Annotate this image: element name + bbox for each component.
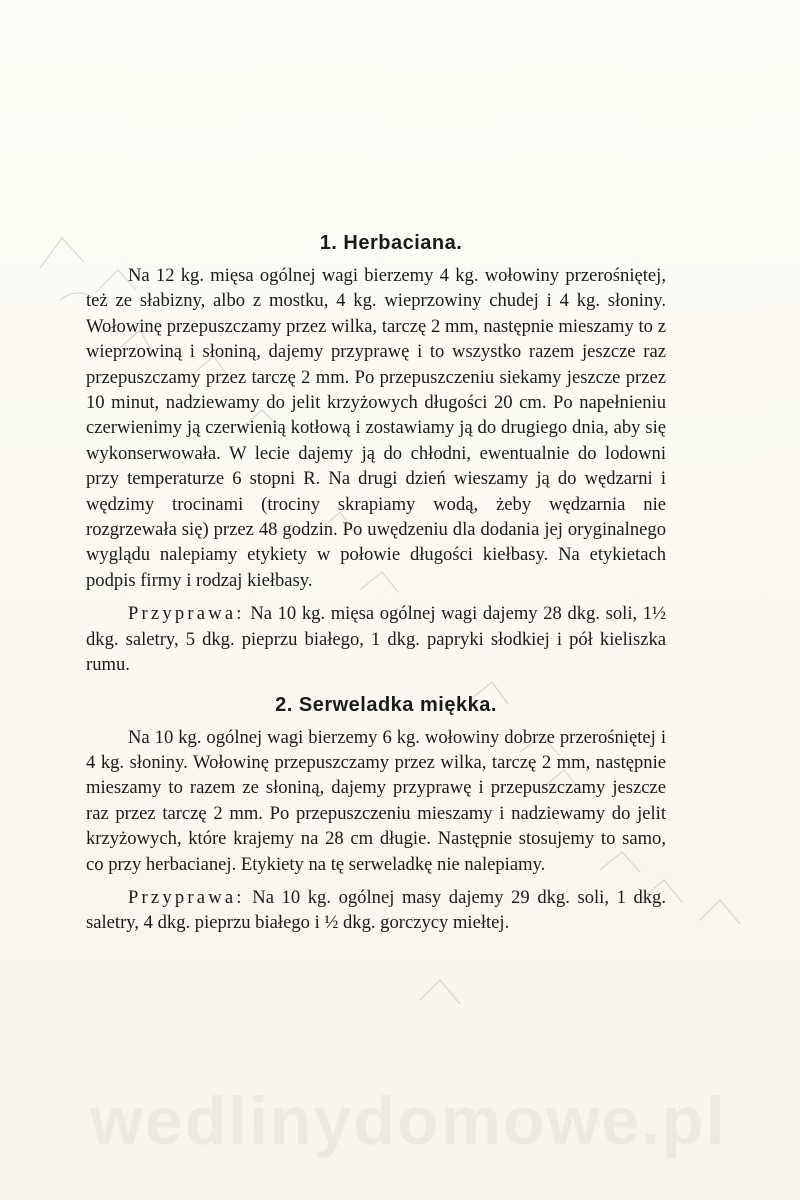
seasoning-label: Przyprawa: bbox=[128, 603, 245, 625]
section-heading-serweladka: 2. Serweladka miękka. bbox=[275, 693, 497, 716]
seasoning-label: Przyprawa: bbox=[128, 886, 245, 908]
seasoning-herbaciana bbox=[86, 601, 666, 677]
section-body-serweladka: Na 10 kg. ogólnej wagi bierzemy 6 kg. wołowiny dobrze przerośniętej i 4 kg. słoniny. Wołowinę przepuszczamy przez wilka, tarczę 2 mm, następnie mieszamy to razem ze słoniną, dajemy przyprawę i przepuszczamy jeszcze raz przez tarczę 2 mm. Po przepuszczeniu mieszamy i nadziewamy do jelit krzyżowych, które krajemy na 28 cm długie. Następnie stosujemy to samo, co przy herbacianej. Etykiety na tę serweladkę nie nalepiamy. bbox=[86, 726, 666, 875]
seasoning-serweladka bbox=[86, 885, 666, 936]
seasoning-text: Na 10 kg. mięsa ogólnej wagi dajemy 28 dkg. soli, 1½ dkg. saletry, 5 dkg. pieprzu białego, 1 dkg. papryki słodkiej i pół kieliszka rumu. bbox=[86, 603, 667, 676]
section-body-herbaciana: Na 12 kg. mięsa ogólnej wagi bierzemy 4 kg. wołowiny przerośniętej, też ze słabizny, albo z mostku, 4 kg. wieprzowiny chudej i 4 kg. słoniny. Wołowinę przepuszczamy przez wilka, tarczę 2 mm, następnie mieszamy to z wieprzowiną i słoniną, dajemy przyprawę i to wszystko razem jeszcze raz przepuszczamy przez tarczę 2 mm. Po przepuszczeniu siekamy jeszcze przez 10 minut, nadziewamy do jelit krzyżowych długości 20 cm. Po napełnieniu czerwienimy ją czerwienią kotłową i zostawiamy ją do drugiego dnia, aby się wykonserwowała. W lecie dajemy ją do chłodni, ewentualnie do lodowni przy temperaturze 6 stopni R. Na drugi dzień wieszamy ją do wędzarni i wędzimy trocinami (trociny skrapiamy wodą, żeby wędzarnia nie rozgrzewała się) przez 48 godzin. Po uwędzeniu dla dodania jej oryginalnego wyglądu nalepiamy etykiety w połowie długości kiełbasy. Na etykietach podpis firmy i rodzaj kiełbasy. bbox=[86, 265, 666, 591]
site-watermark bbox=[90, 1082, 727, 1160]
section-heading-herbaciana: 1. Herbaciana. bbox=[319, 232, 463, 254]
page-content bbox=[86, 232, 666, 936]
seasoning-text: Na 10 kg. ogólnej masy dajemy 29 dkg. soli, 1 dkg. saletry, 4 dkg. pieprzu białego i ½ dkg. gorczycy miełtej. bbox=[86, 886, 667, 934]
